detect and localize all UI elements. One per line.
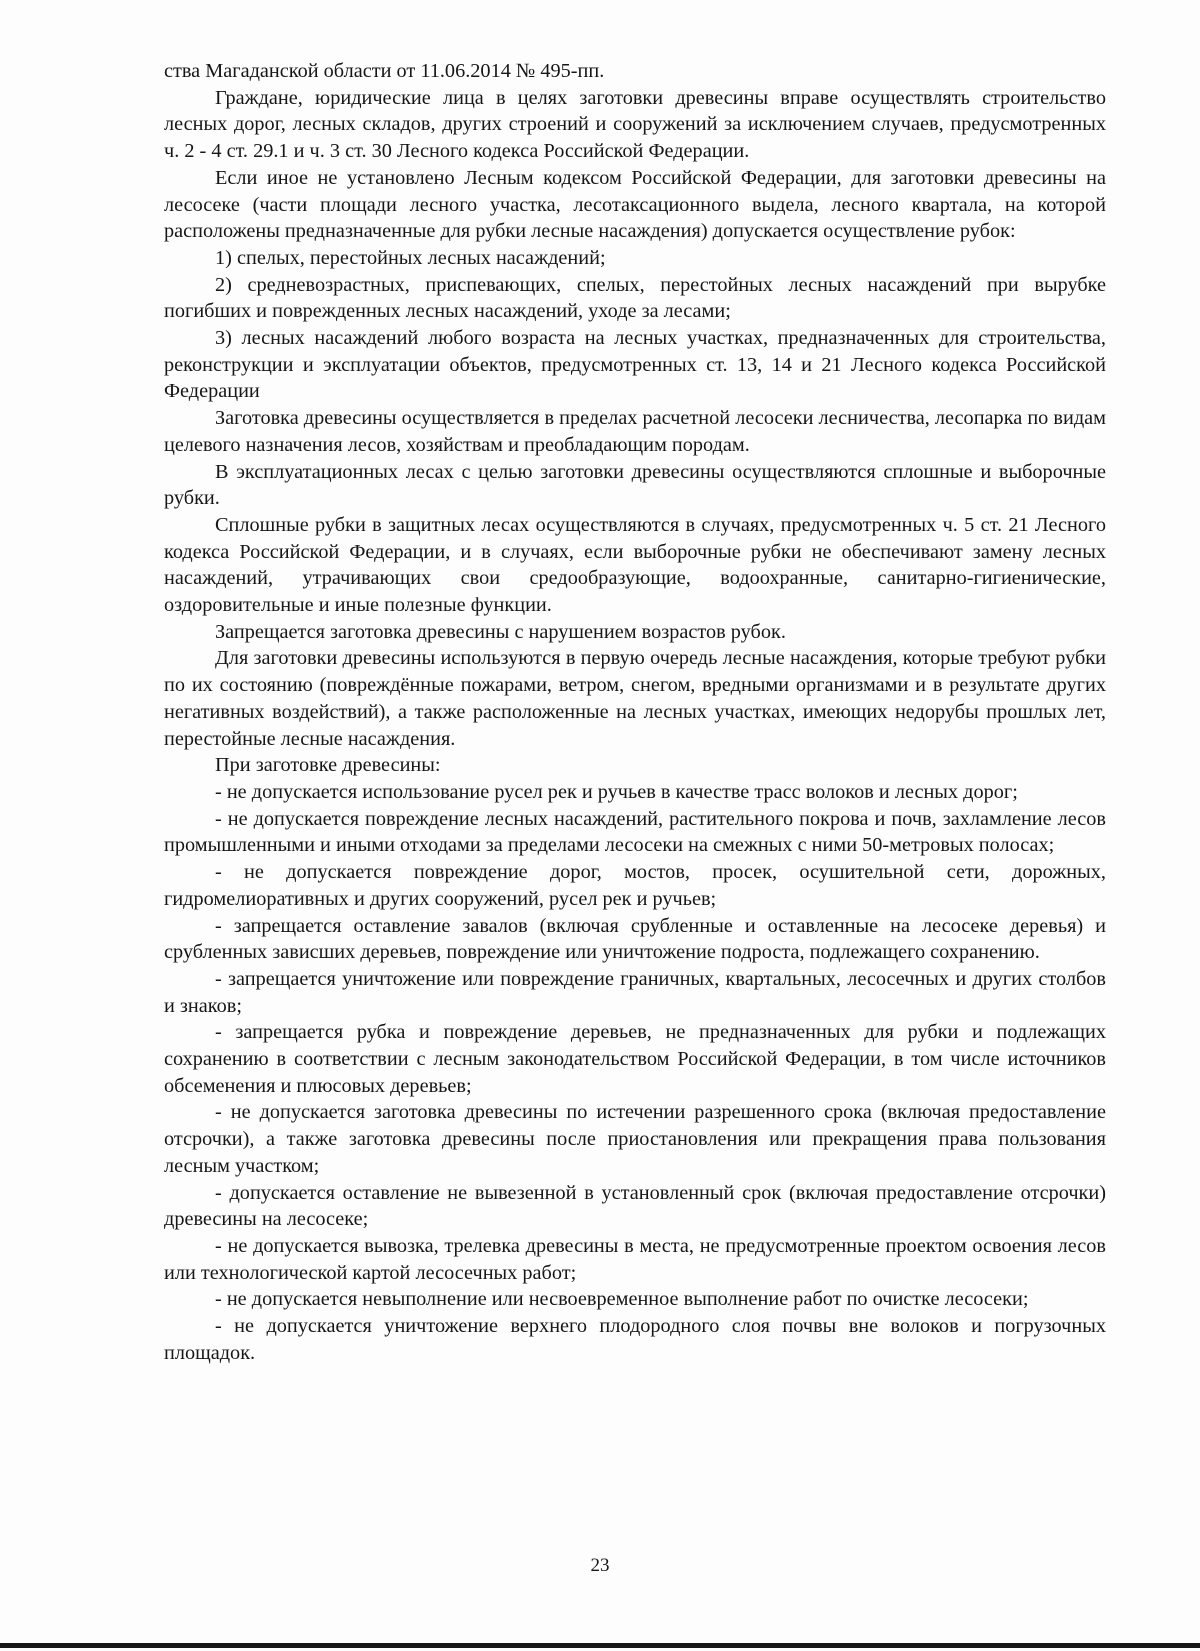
paragraph: - не допускается уничтожение верхнего плодородного слоя почвы вне волоков и погрузочных площадок.	[164, 1315, 1106, 1364]
paragraph: - не допускается невыполнение или несвоевременное выполнение работ по очистке лесосеки;	[215, 1288, 1029, 1311]
paragraph: - запрещается оставление завалов (включая срубленные и оставленные на лесосеке деревья) и срубленных зависших деревьев, повреждение или уничтожение подроста, подлежащего сохранению.	[164, 914, 1106, 964]
paragraph: - допускается оставление не вывезенной в установленный срок (включая предоставление отсрочки) древесины на лесосеке;	[164, 1181, 1106, 1231]
paragraph: Сплошные рубки в защитных лесах осуществляются в случаях, предусмотренных ч. 5 ст. 21 Лесного кодекса Российской Федерации, и в случаях, если выборочные рубки не обеспечивают замену лесных насаждений, утрачивающих свои средообразующие, водоохранные, санитарно-гигиенические, оздоровительные и иные полезные функции.	[164, 513, 1106, 617]
paragraph: 2) средневозрастных, приспевающих, спелых, перестойных лесных насаждений при вырубке погибших и поврежденных лесных насаждений, уходе за лесами;	[164, 273, 1106, 323]
paragraph: Запрещается заготовка древесины с нарушением возрастов рубок.	[215, 620, 786, 643]
paragraph: - не допускается повреждение лесных насаждений, растительного покрова и почв, захламление лесов промышленными и иными отходами за пределами лесосеки на смежных с ними 50-метровых полосах;	[164, 807, 1106, 857]
paragraph: Заготовка древесины осуществляется в пределах расчетной лесосеки лесничества, лесопарка по видам целевого назначения лесов, хозяйствам и преобладающим породам.	[164, 407, 1106, 456]
paragraph: Для заготовки древесины используются в первую очередь лесные насаждения, которые требуют рубки по их состоянию (повреждённые пожарами, ветром, снегом, вредными организмами и в результате других негативных воздействий), а также расположенные на лесных участках, имеющих недорубы прошлых лет, перестойные лесные насаждения.	[164, 647, 1106, 750]
paragraph: При заготовке древесины:	[215, 754, 441, 777]
paragraph: 1) спелых, перестойных лесных насаждений;	[215, 246, 606, 269]
paragraph: Если иное не установлено Лесным кодексом Российской Федерации, для заготовки древесины на лесосеке (части площади лесного участка, лесотаксационного выдела, лесного квартала, на которой расположены предназначенные для рубки лесные насаждения) допускается осуществление рубок:	[164, 166, 1106, 243]
bottom-rule	[0, 1643, 1200, 1648]
paragraph: - запрещается уничтожение или повреждение граничных, квартальных, лесосечных и других столбов и знаков;	[164, 967, 1106, 1017]
paragraph: - не допускается вывозка, трелевка древесины в места, не предусмотренные проектом освоения лесов или технологической картой лесосечных работ;	[164, 1234, 1106, 1284]
paragraph: ства Магаданской области от 11.06.2014 № 495-пп.	[164, 60, 605, 82]
document-body	[164, 58, 1106, 1366]
paragraph: - не допускается использование русел рек и ручьев в качестве трасс волоков и лесных дорог;	[215, 780, 1018, 803]
page-number: 23	[590, 1555, 610, 1576]
paragraph: - не допускается заготовка древесины по истечении разрешенного срока (включая предоставление отсрочки), а также заготовка древесины после приостановления или прекращения права пользования лесным участком;	[164, 1101, 1106, 1177]
paragraph: 3) лесных насаждений любого возраста на лесных участках, предназначенных для строительства, реконструкции и эксплуатации объектов, предусмотренных ст. 13, 14 и 21 Лесного кодекса Российской Федерации	[164, 327, 1106, 403]
paragraph: Граждане, юридические лица в целях заготовки древесины вправе осуществлять строительство лесных дорог, лесных складов, других строений и сооружений за исключением случаев, предусмотренных ч. 2 - 4 ст. 29.1 и ч. 3 ст. 30 Лесного кодекса Российской Федерации.	[164, 86, 1106, 163]
paragraph: - запрещается рубка и повреждение деревьев, не предназначенных для рубки и подлежащих сохранению в соответствии с лесным законодательством Российской Федерации, в том числе источников обсеменения и плюсовых деревьев;	[164, 1021, 1106, 1097]
paragraph: В эксплуатационных лесах с целью заготовки древесины осуществляются сплошные и выборочные рубки.	[164, 460, 1106, 510]
paragraph: - не допускается повреждение дорог, мостов, просек, осушительной сети, дорожных, гидромелиоративных и других сооружений, русел рек и ручьев;	[164, 861, 1106, 910]
